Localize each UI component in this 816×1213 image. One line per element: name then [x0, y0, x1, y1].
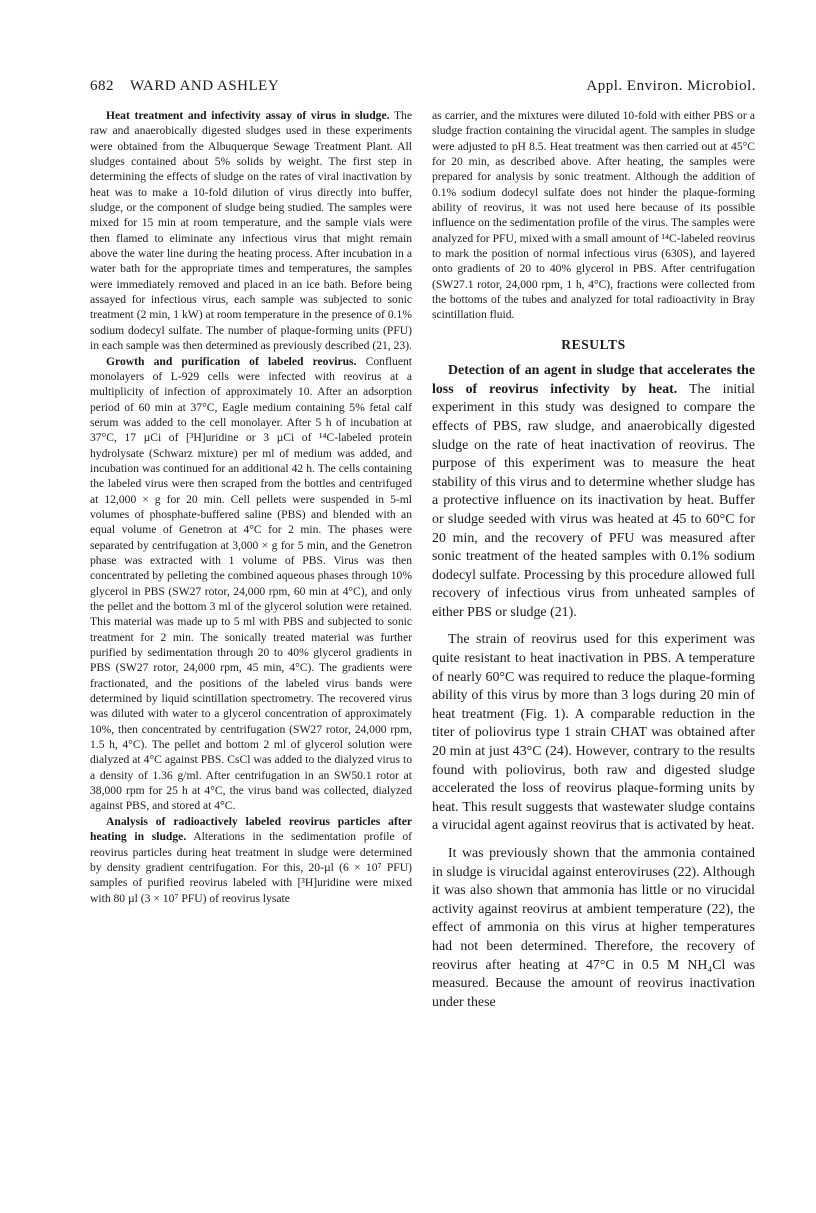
journal-name: Appl. Environ. Microbiol. — [586, 78, 756, 94]
paragraph-body: The raw and anaerobically digested sludges used in these experiments were obtained from the Albuquerque Sewage Treatment Plant. All sludges contained about 5% solids by weight. The first step in determining the effects of sludge on the rates of viral inactivation by heat was to make a 10-fold dilution of virus directly into buffer, sludge, or the component of sludge being studied. The samples were mixed for 15 min at room temperature, and the sample vials were then flamed to eliminate any infectious virus that might remain above the water line during the heating process. After incubation in a water bath for the appropriate times and temperatures, the samples were immediately removed and placed in an ice bath. Before being assayed for infectious virus, each sample was subjected to sonic treatment (2 min, 1 kW) at room temperature in the presence of 0.1% sodium dodecyl sulfate. The number of plaque-forming units (PFU) in each sample was then determined as previously described (21, 23). — [90, 109, 413, 353]
paragraph-growth-purification — [90, 354, 412, 814]
paragraph-radiolabel-analysis — [90, 814, 412, 906]
left-column — [90, 108, 412, 906]
paragraph-heading: Analysis of radioactively labeled reovirus particles after heating in sludge. — [90, 814, 412, 844]
paragraph-body: Alterations in the sedimentation profile of reovirus particles during heat treatment in sludge were determined by density gradient centrifugation. For this, 20-µl (6 × 10⁷ PFU) samples of purified reovirus labeled with [³H]uridine were mixed with 80 µl (3 × 10⁷ PFU) of reovirus lysate — [90, 830, 412, 905]
section-title-results: RESULTS — [561, 336, 626, 352]
paragraph-heading: Detection of an agent in sludge that accelerates the loss of reovirus infectivity by heat. — [432, 363, 755, 397]
paragraph-body: Confluent monolayers of L-929 cells were infected with reovirus at a multiplicity of infection of approximately 10. After an adsorption period of 60 min at 37°C, Eagle medium containing 5% fetal calf serum was added to the cell monolayer. After 5 h of incubation at 37°C, 17 µCi of [³H]uridine or 3 µCi of ¹⁴C-labeled protein hydrolysate (Schwarz mixture) per ml of medium was added, and incubation was continued for an additional 42 h. The cells containing the labeled virus were then scraped from the bottles and centrifuged at 12,000 × g for 20 min. Cell pellets were suspended in 5-ml volumes of phosphate-buffered saline (PBS) and blended with an equal volume of Genetron at 4°C for 2 min. The phases were separated by centrifugation at 3,000 × g for 5 min, and the Genetron phase was extracted with 1 volume of PBS. Virus was then concentrated by pelleting the combined aqueous phases through 10% glycerol in PBS (SW27 rotor, 24,000 rpm, 60 min at 4°C), and only the pellet and the bottom 3 ml of the glycerol solution were retained. This material was made up to 5 ml with PBS and subjected to sonic treatment for 2 min. The sonically treated material was further purified by sedimentation through 20 to 40% glycerol gradients in PBS (SW27 rotor, 24,000 rpm, 45 min, 4°C). The gradients were fractionated, and the positions of the labeled virus bands were determined by liquid scintillation spectrometry. The recovered virus was diluted with water to a glycerol concentration of approximately 10%, then concentrated by centrifugation (SW27 rotor, 24,000 rpm, 1.5 h, 4°C). The pellet and bottom 2 ml of glycerol solution were dialyzed at 4°C against PBS. CsCl was added to the dialyzed virus to a density of 1.36 g/ml. After centrifugation in an SW50.1 rotor at 38,000 rpm for 25 h at 4°C, the virus band was collected, dialyzed against PBS, and stored at 4°C. — [90, 354, 412, 813]
running-header — [90, 78, 756, 98]
paragraph-detection — [432, 362, 755, 622]
right-column — [432, 108, 755, 1012]
running-authors: WARD AND ASHLEY — [130, 78, 280, 94]
paragraph-heading: Heat treatment and infectivity assay of virus in sludge. — [106, 109, 390, 122]
paragraph-heat-treatment — [90, 108, 412, 354]
paragraph-continued: as carrier, and the mixtures were diluted 10-fold with either PBS or a sludge fraction containing the virucidal agent. The samples in sludge were adjusted to pH 8.5. Heat treatment was then carried out at 45°C for 20 min, as described above. After heating, the samples were prepared for analysis by sonic treatment. Although the addition of 0.1% sodium dodecyl sulfate does not hinder the plaque-forming ability of reovirus, it was not used here because of its possible influence on the sedimentation profile of the virus. The samples were analyzed for PFU, mixed with a small amount of ¹⁴C-labeled reovirus to mark the position of normal infectious virus (630S), and layered onto gradients of 20 to 40% glycerol in PBS. After centrifugation (SW27.1 rotor, 24,000 rpm, 1 h, 4°C), fractions were collected from the bottoms of the tubes and analyzed for total radioactivity in Bray scintillation fluid. — [432, 109, 755, 322]
paragraph-body: The initial experiment in this study was designed to compare the effects of PBS, raw sludge, and anaerobically digested sludge on the rate of heat inactivation of reovirus. The purpose of this experiment was to measure the heat stability of this virus and to determine whether sludge has a protective influence on its inactivation by heat. Buffer or sludge seeded with virus was heated at 45 to 60°C for 20 min, and the recovery of PFU was measured after sonic treatment of the heated samples with 0.1% sodium dodecyl sulfate. Processing by this procedure allowed full recovery of infectious virus from unheated samples of either PBS or sludge (21). — [432, 381, 755, 620]
paragraph-heading: Growth and purification of labeled reovirus. — [106, 354, 357, 368]
page-number: 682 — [90, 78, 114, 94]
paragraph-reovirus-strain: The strain of reovirus used for this experiment was quite resistant to heat inactivation in PBS. A temperature of nearly 60°C was required to reduce the plaque-forming ability of this virus by more than 3 logs during 20 min of heat treatment (Fig. 1). A comparable reduction in the titer of poliovirus type 1 strain CHAT was obtained after 20 min at just 43°C (24). However, contrary to the results found with poliovirus, both raw and digested sludge accelerated the loss of reovirus plaque-forming units by heat. This result suggests that wastewater sludge contains a virucidal agent against reovirus that is activated by heat. — [432, 632, 755, 834]
paragraph-ammonia: It was previously shown that the ammonia contained in sludge is virucidal against enteroviruses (22). Although it was also shown that ammonia has little or no virucidal activity against reovirus at ambient temperature (22), the effect of ammonia on this virus at higher temperatures had not been determined. Therefore, the recovery of reovirus after heating at 47°C in 0.5 M NH₄Cl was measured. Because the amount of reovirus inactivation under these — [432, 846, 755, 1010]
